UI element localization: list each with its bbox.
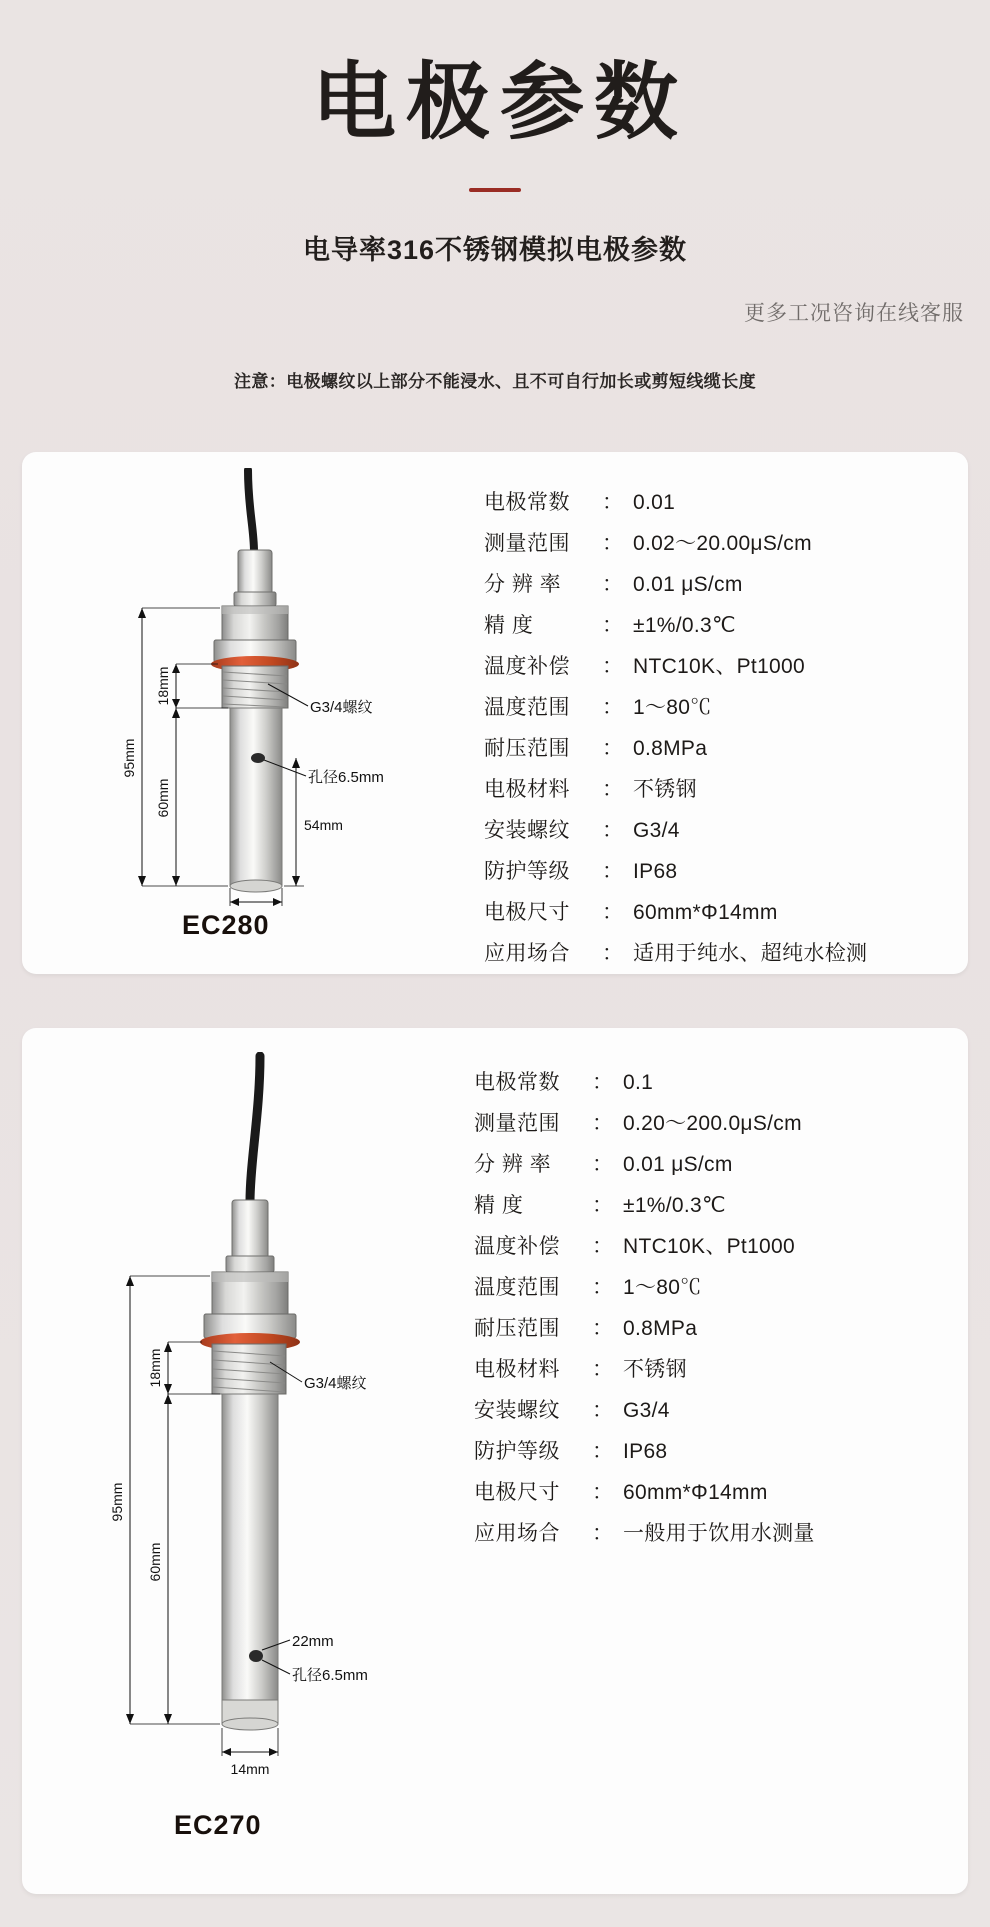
spec-label: 电极材料 [474,1358,560,1381]
page-header [0,0,990,392]
spec-row [484,533,867,554]
spec-label: 防护等级 [474,1440,560,1463]
spec-value: 0.02～20.00μS/cm [633,532,812,555]
spec-value: NTC10K、Pt1000 [633,655,805,678]
spec-colon: ： [592,1071,613,1094]
spec-value: IP68 [633,860,678,883]
spec-value: 适用于纯水、超纯水检测 [633,942,868,965]
spec-value: 0.8MPa [633,737,708,760]
spec-row [474,1072,815,1093]
spec-row [474,1523,815,1544]
model-name-ec280: EC280 [182,910,270,940]
spec-colon: ： [592,1358,613,1381]
spec-value: 0.20～200.0μS/cm [623,1112,802,1135]
spec-row [484,902,867,923]
spec-label: 耐压范围 [484,737,570,760]
product-card-ec280 [22,452,968,974]
spec-label: 防护等级 [484,860,570,883]
spec-label: 电极尺寸 [474,1481,560,1504]
spec-row [474,1318,815,1339]
spec-colon: ： [592,1481,613,1504]
spec-label: 温度范围 [484,696,570,719]
spec-row [484,697,867,718]
spec-row [474,1400,815,1421]
svg-text:G3/4螺纹: G3/4螺纹 [310,699,373,716]
spec-colon: ： [602,819,623,842]
spec-colon: ： [602,901,623,924]
spec-value: ±1%/0.3℃ [623,1194,726,1217]
spec-label: 温度范围 [474,1276,560,1299]
probe-diagram-ec280 [82,468,462,908]
svg-text:60mm: 60mm [155,778,171,818]
svg-text:孔径6.5mm: 孔径6.5mm [308,769,384,786]
svg-text:孔径6.5mm: 孔径6.5mm [292,1667,368,1684]
spec-label: 温度补偿 [484,655,570,678]
spec-row [474,1277,815,1298]
svg-text:18mm: 18mm [147,1348,163,1388]
usage-notice: 注意：电极螺纹以上部分不能浸水、且不可自行加长或剪短线缆长度 [234,372,756,392]
spec-colon: ： [592,1399,613,1422]
spec-value: ±1%/0.3℃ [633,614,736,637]
spec-row [484,943,867,964]
spec-colon: ： [602,778,623,801]
spec-colon: ： [592,1153,613,1176]
spec-colon: ： [602,573,623,596]
spec-colon: ： [592,1317,613,1340]
spec-row [474,1441,815,1462]
spec-value: 60mm*Φ14mm [633,901,778,924]
spec-label: 安装螺纹 [484,819,570,842]
spec-value: 0.01 [633,491,676,514]
spec-value: 1～80℃ [633,696,712,719]
spec-label: 分 辨 率 [484,573,562,596]
spec-label: 精 度 [474,1194,524,1217]
spec-row [484,738,867,759]
spec-colon: ： [602,655,623,678]
spec-row [484,615,867,636]
spec-row [484,820,867,841]
product-card-ec270 [22,1028,968,1894]
spec-label: 应用场合 [484,942,570,965]
spec-value: 60mm*Φ14mm [623,1481,768,1504]
svg-text:95mm: 95mm [121,738,137,778]
spec-list-ec280 [484,492,867,984]
spec-colon: ： [602,491,623,514]
spec-value: IP68 [623,1440,668,1463]
spec-label: 精 度 [484,614,534,637]
svg-text:18mm: 18mm [155,666,171,706]
spec-colon: ： [602,737,623,760]
svg-text:G3/4螺纹: G3/4螺纹 [304,1375,367,1392]
spec-label: 安装螺纹 [474,1399,560,1422]
spec-colon: ： [602,532,623,555]
svg-text:14mm [237,907,276,908]
spec-value: G3/4 [623,1399,670,1422]
spec-row [474,1195,815,1216]
spec-label: 测量范围 [484,532,570,555]
probe-diagram-ec270 [74,1052,454,1812]
spec-row [474,1359,815,1380]
spec-value: 1～80℃ [623,1276,702,1299]
spec-label: 分 辨 率 [474,1153,552,1176]
spec-row [484,779,867,800]
spec-value: G3/4 [633,819,680,842]
spec-colon: ： [602,614,623,637]
svg-text:60mm: 60mm [147,1542,163,1582]
spec-value: 不锈钢 [633,778,697,801]
svg-text:54mm: 54mm [304,817,343,833]
spec-row [484,574,867,595]
spec-row [474,1482,815,1503]
spec-value: NTC10K、Pt1000 [623,1235,795,1258]
spec-colon: ： [592,1112,613,1135]
spec-label: 测量范围 [474,1112,560,1135]
spec-colon: ： [592,1522,613,1545]
spec-label: 电极材料 [484,778,570,801]
spec-label: 应用场合 [474,1522,560,1545]
spec-value: 一般用于饮用水测量 [623,1522,815,1545]
spec-value: 0.01 μS/cm [633,573,743,596]
spec-colon: ： [602,696,623,719]
svg-text:14mm: 14mm [230,1761,270,1777]
spec-value: 0.1 [623,1071,654,1094]
svg-text:95mm: 95mm [109,1482,125,1522]
spec-label: 温度补偿 [474,1235,560,1258]
spec-colon: ： [592,1276,613,1299]
customer-service-note: 更多工况咨询在线客服 [744,302,964,326]
spec-label: 电极常数 [474,1071,560,1094]
spec-row [484,656,867,677]
spec-value: 0.8MPa [623,1317,698,1340]
spec-colon: ： [592,1235,613,1258]
spec-label: 电极常数 [484,491,570,514]
spec-colon: ： [602,942,623,965]
spec-colon: ： [592,1194,613,1217]
spec-row [484,861,867,882]
page-title: 电极参数 [311,55,688,149]
page-subtitle: 电导率316不锈钢模拟电极参数 [302,235,688,266]
spec-row [474,1154,815,1175]
title-divider [469,188,521,192]
spec-list-ec270 [474,1072,815,1564]
spec-row [484,492,867,513]
spec-colon: ： [602,860,623,883]
spec-value: 0.01 μS/cm [623,1153,733,1176]
spec-colon: ： [592,1440,613,1463]
spec-row [474,1113,815,1134]
model-name-ec270: EC270 [174,1810,262,1840]
spec-row [474,1236,815,1257]
spec-value: 不锈钢 [623,1358,687,1381]
spec-label: 耐压范围 [474,1317,560,1340]
svg-text:22mm: 22mm [292,1633,334,1650]
spec-label: 电极尺寸 [484,901,570,924]
